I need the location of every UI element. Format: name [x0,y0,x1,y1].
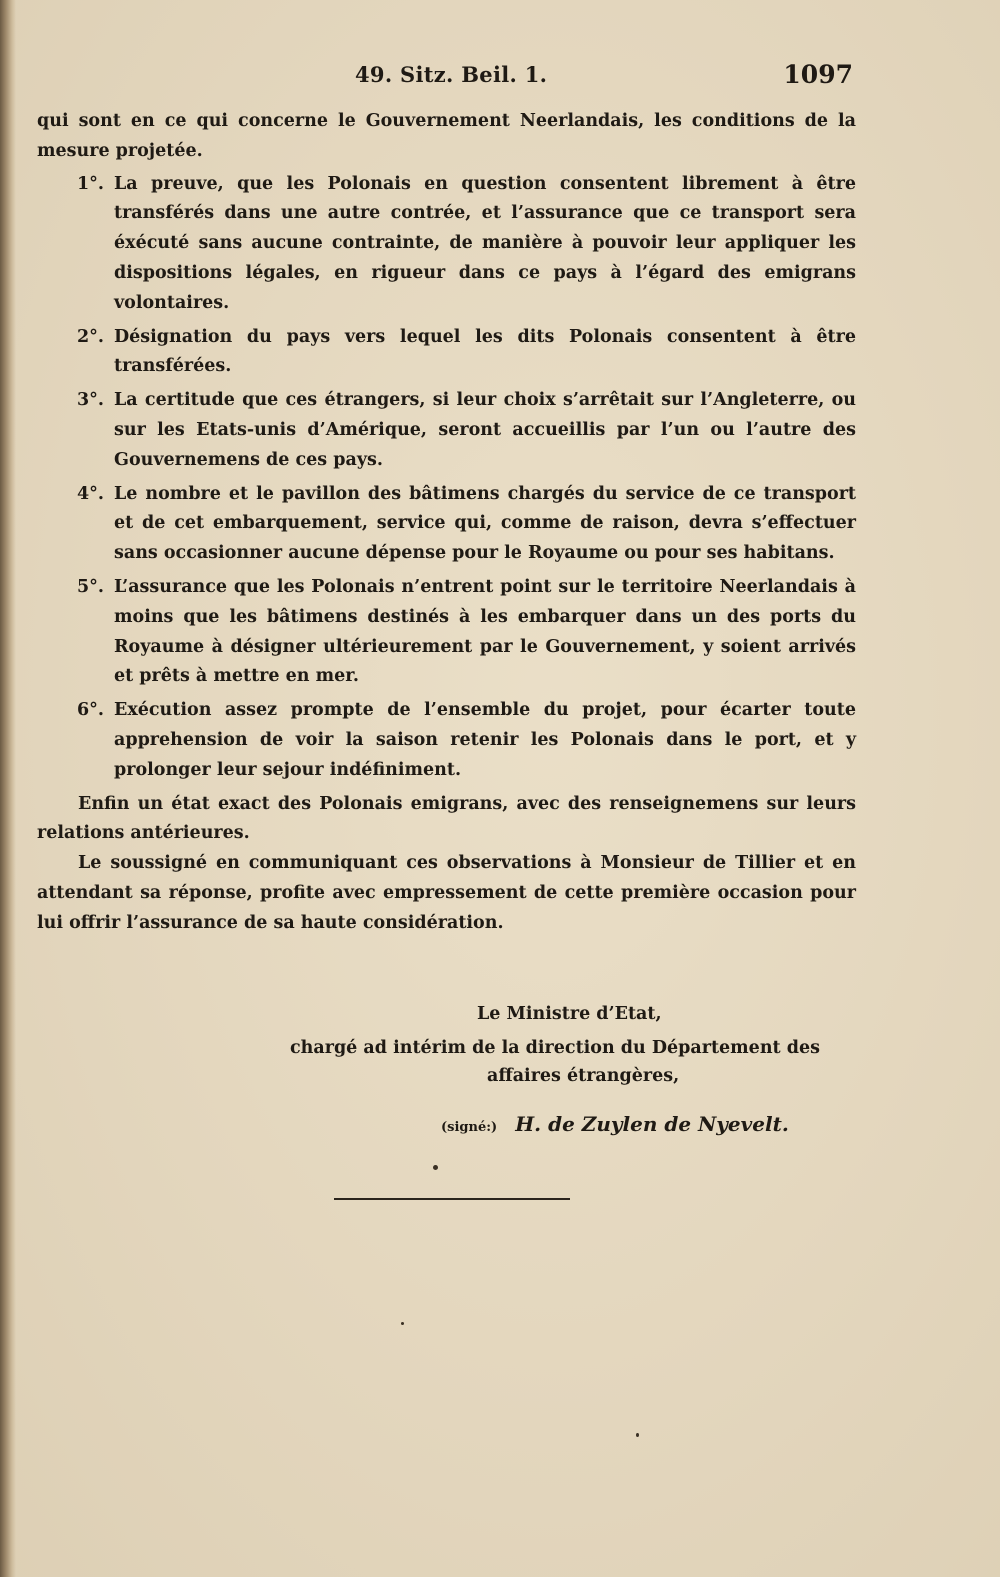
signer-name: H. de Zuylen de Nyevelt. [515,1112,789,1136]
ink-speck [636,1433,639,1437]
list-item [37,573,856,692]
item-number: 2°. [77,326,105,347]
running-head: 49. Sitz. Beil. 1. [355,62,548,87]
item-text: Le nombre et le pavillon des bâtimens chargés du service de ce transport et de cet embarquement, service qui, comme de raison, devra s’effectuer sans occasionner aucune dépense pour le Royaume ou pour ses habitans. [114,483,856,564]
item-number: 1°. [77,173,105,194]
minister-charge: chargé ad intérim de la direction du Département des [290,1038,820,1058]
list-item [37,696,856,785]
item-number: 5°. [77,576,105,597]
item-number: 4°. [77,483,105,504]
list-item [37,323,856,383]
signed-line [441,1112,789,1136]
closing-rule [334,1198,570,1200]
enfin-paragraph: Enfin un état exact des Polonais emigrans, avec des renseignemens sur leurs relations antérieures. [37,793,856,844]
closing-paragraph: Le soussigné en communiquant ces observations à Monsieur de Tillier et en attendant sa réponse, profite avec empressement de cette première occasion pour lui offrir l’assurance de sa haute considération. [37,853,856,933]
page-header [0,62,1000,96]
item-number: 3°. [77,390,105,411]
ink-speck [401,1322,404,1325]
list-item [37,480,856,569]
item-text: La certitude que ces étrangers, si leur choix s’arrêtait sur l’Angleterre, ou sur les Etats-unis d’Amérique, seront accueillis par l’un ou l’autre des Gouvernemens de ces pays. [114,390,856,470]
list-item [37,386,856,475]
body-text [37,107,856,939]
item-text: La preuve, que les Polonais en question consentent librement à être transférés dans une autre contrée, et l’assurance que ce transport sera éxécuté sans aucune contrainte, de manière à pouvoir leur appliquer les dispositions légales, en rigueur dans ce pays à l’égard des emigrans volontaires. [114,173,856,313]
intro-paragraph: qui sont en ce qui concerne le Gouvernement Neerlandais, les conditions de la mesure projetée. [37,111,856,161]
binding-edge [0,0,16,1577]
ink-speck [433,1165,438,1170]
minister-title: Le Ministre d’Etat, [477,1004,662,1024]
signed-label: (signé:) [441,1120,498,1135]
item-text: Désignation du pays vers lequel les dits Polonais consentent à être transférées. [114,326,856,377]
item-text: Exécution assez prompte de l’ensemble du projet, pour écarter toute apprehension de voir la saison retenir les Polonais dans le port, et y prolonger leur sejour indéfiniment. [114,700,856,780]
list-item [37,170,856,319]
minister-department: affaires étrangères, [487,1066,680,1086]
page-number: 1097 [783,60,853,89]
item-text: L’assurance que les Polonais n’entrent point sur le territoire Neerlandais à moins que les bâtimens destinés à les embarquer dans un des ports du Royaume à désigner ultérieurement par le Gouvernement, y soient arrivés et prêts à mettre en mer. [114,576,856,687]
item-number: 6°. [77,700,105,721]
